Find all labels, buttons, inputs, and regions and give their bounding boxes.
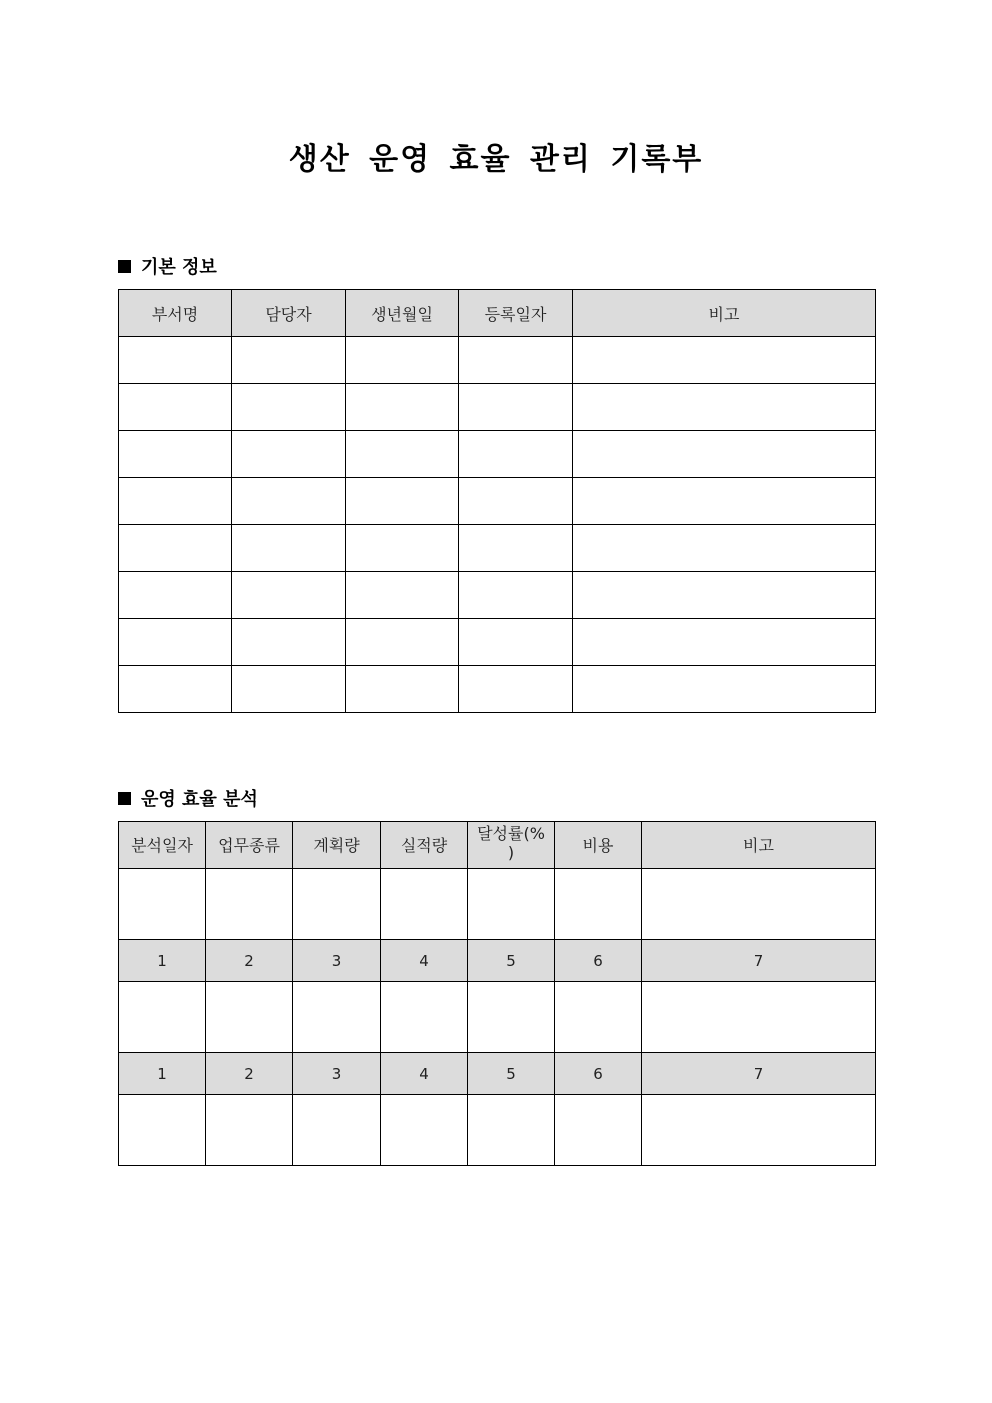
number-cell: 2: [206, 1053, 293, 1095]
cell-department[interactable]: [119, 619, 232, 666]
number-cell: 2: [206, 940, 293, 982]
cell-analysis-date[interactable]: [119, 869, 206, 940]
number-cell: 7: [642, 940, 876, 982]
square-bullet-icon: [118, 792, 131, 805]
cell-registration-date[interactable]: [459, 431, 573, 478]
section-heading-label: 기본 정보: [141, 257, 217, 278]
section-heading-label: 운영 효율 분석: [141, 789, 258, 810]
number-row: [119, 1053, 876, 1095]
table-header-row: [119, 822, 876, 869]
column-header-task-type: 업무종류: [206, 822, 293, 869]
cell-planned-amount[interactable]: [293, 869, 381, 940]
column-header-analysis-date: 분석일자: [119, 822, 206, 869]
cell-birthdate[interactable]: [346, 384, 459, 431]
column-header-birthdate: 생년월일: [346, 290, 459, 337]
cell-registration-date[interactable]: [459, 337, 573, 384]
document-title: 생산 운영 효율 관리 기록부: [288, 142, 704, 177]
cell-achievement-rate[interactable]: [468, 1095, 555, 1166]
table-row: [119, 572, 876, 619]
table-row: [119, 666, 876, 713]
efficiency-analysis-table: [118, 821, 876, 1166]
table-row: [119, 619, 876, 666]
number-cell: 5: [468, 1053, 555, 1095]
column-header-achievement-rate: [468, 822, 555, 869]
cell-birthdate[interactable]: [346, 666, 459, 713]
table-row: [119, 384, 876, 431]
cell-task-type[interactable]: [206, 869, 293, 940]
number-cell: 4: [381, 1053, 468, 1095]
column-header-department: 부서명: [119, 290, 232, 337]
table-header-row: [119, 290, 876, 337]
cell-cost[interactable]: [555, 982, 642, 1053]
cell-cost[interactable]: [555, 869, 642, 940]
number-cell: 3: [293, 1053, 381, 1095]
table-row: [119, 337, 876, 384]
number-cell: 1: [119, 940, 206, 982]
cell-manager[interactable]: [232, 478, 346, 525]
cell-registration-date[interactable]: [459, 619, 573, 666]
cell-task-type[interactable]: [206, 982, 293, 1053]
cell-department[interactable]: [119, 384, 232, 431]
cell-planned-amount[interactable]: [293, 1095, 381, 1166]
basic-info-table: [118, 289, 876, 713]
number-cell: 1: [119, 1053, 206, 1095]
cell-planned-amount[interactable]: [293, 982, 381, 1053]
cell-department[interactable]: [119, 525, 232, 572]
number-cell: 5: [468, 940, 555, 982]
number-cell: 6: [555, 940, 642, 982]
section-heading-basic-info: [118, 253, 217, 279]
cell-registration-date[interactable]: [459, 572, 573, 619]
cell-manager[interactable]: [232, 337, 346, 384]
cell-department[interactable]: [119, 337, 232, 384]
cell-actual-amount[interactable]: [381, 869, 468, 940]
table-row: [119, 869, 876, 940]
number-cell: 7: [642, 1053, 876, 1095]
column-header-manager: 담당자: [232, 290, 346, 337]
cell-department[interactable]: [119, 478, 232, 525]
number-cell: 3: [293, 940, 381, 982]
cell-remarks[interactable]: [573, 431, 876, 478]
table-row: [119, 478, 876, 525]
cell-remarks[interactable]: [642, 869, 876, 940]
cell-manager[interactable]: [232, 525, 346, 572]
cell-achievement-rate[interactable]: [468, 869, 555, 940]
cell-manager[interactable]: [232, 384, 346, 431]
cell-department[interactable]: [119, 572, 232, 619]
cell-task-type[interactable]: [206, 1095, 293, 1166]
cell-department[interactable]: [119, 431, 232, 478]
column-header-remarks: 비고: [573, 290, 876, 337]
number-cell: 4: [381, 940, 468, 982]
cell-remarks[interactable]: [573, 619, 876, 666]
cell-birthdate[interactable]: [346, 431, 459, 478]
table-row: [119, 431, 876, 478]
table-row: [119, 1095, 876, 1166]
cell-analysis-date[interactable]: [119, 1095, 206, 1166]
cell-registration-date[interactable]: [459, 384, 573, 431]
cell-remarks[interactable]: [573, 478, 876, 525]
column-header-planned-amount: 계획량: [293, 822, 381, 869]
cell-manager[interactable]: [232, 431, 346, 478]
number-row: [119, 940, 876, 982]
cell-remarks[interactable]: [573, 384, 876, 431]
cell-birthdate[interactable]: [346, 619, 459, 666]
cell-department[interactable]: [119, 666, 232, 713]
cell-actual-amount[interactable]: [381, 982, 468, 1053]
achievement-header-line1: 달성률(%: [477, 824, 545, 843]
table-row: [119, 525, 876, 572]
cell-analysis-date[interactable]: [119, 982, 206, 1053]
cell-achievement-rate[interactable]: [468, 982, 555, 1053]
cell-registration-date[interactable]: [459, 478, 573, 525]
cell-manager[interactable]: [232, 572, 346, 619]
cell-actual-amount[interactable]: [381, 1095, 468, 1166]
cell-registration-date[interactable]: [459, 525, 573, 572]
column-header-actual-amount: 실적량: [381, 822, 468, 869]
achievement-header-line2: ): [507, 843, 515, 862]
column-header-registration-date: 등록일자: [459, 290, 573, 337]
cell-cost[interactable]: [555, 1095, 642, 1166]
cell-registration-date[interactable]: [459, 666, 573, 713]
cell-birthdate[interactable]: [346, 572, 459, 619]
table-row: [119, 982, 876, 1053]
number-cell: 6: [555, 1053, 642, 1095]
cell-remarks[interactable]: [642, 982, 876, 1053]
column-header-cost: 비용: [555, 822, 642, 869]
cell-birthdate[interactable]: [346, 337, 459, 384]
square-bullet-icon: [118, 260, 131, 273]
cell-remarks[interactable]: [573, 666, 876, 713]
cell-birthdate[interactable]: [346, 478, 459, 525]
cell-remarks[interactable]: [642, 1095, 876, 1166]
cell-manager[interactable]: [232, 666, 346, 713]
cell-remarks[interactable]: [573, 337, 876, 384]
cell-manager[interactable]: [232, 619, 346, 666]
column-header-remarks: 비고: [642, 822, 876, 869]
section-heading-efficiency-analysis: [118, 785, 258, 811]
cell-remarks[interactable]: [573, 572, 876, 619]
cell-birthdate[interactable]: [346, 525, 459, 572]
cell-remarks[interactable]: [573, 525, 876, 572]
